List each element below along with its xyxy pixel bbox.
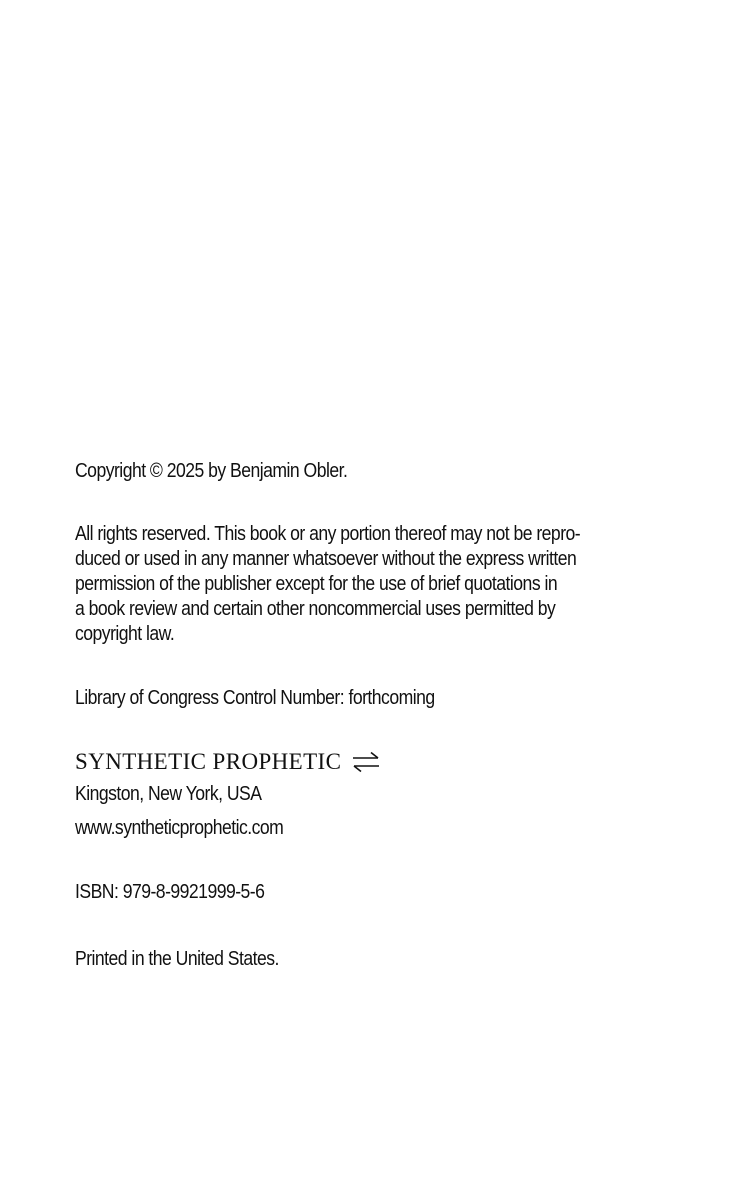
publisher-website[interactable]: www.syntheticprophetic.com [75,817,284,839]
publisher-block [75,747,675,845]
publisher-logo [75,747,675,777]
copyright-notice: Copyright © 2025 by Benjamin Obler. [75,460,348,482]
lccn-line: Library of Congress Control Number: forthcoming [75,687,435,709]
rights-line: duced or used in any manner whatsoever without the express written [75,548,577,570]
rights-line: a book review and certain other noncommercial uses permitted by [75,598,556,620]
rights-line: permission of the publisher except for the use of brief quotations in [75,573,558,595]
rights-line: copyright law. [75,623,175,645]
rights-statement [75,522,675,647]
exchange-arrows-icon [351,751,381,773]
copyright-page [75,455,675,974]
isbn-line: ISBN: 979-8-9921999-5-6 [75,881,265,903]
printed-in-line: Printed in the United States. [75,948,279,970]
publisher-name: SYNTHETIC PROPHETIC [75,749,342,774]
publisher-location: Kingston, New York, USA [75,783,262,805]
rights-line: All rights reserved. This book or any portion thereof may not be repro- [75,523,581,545]
